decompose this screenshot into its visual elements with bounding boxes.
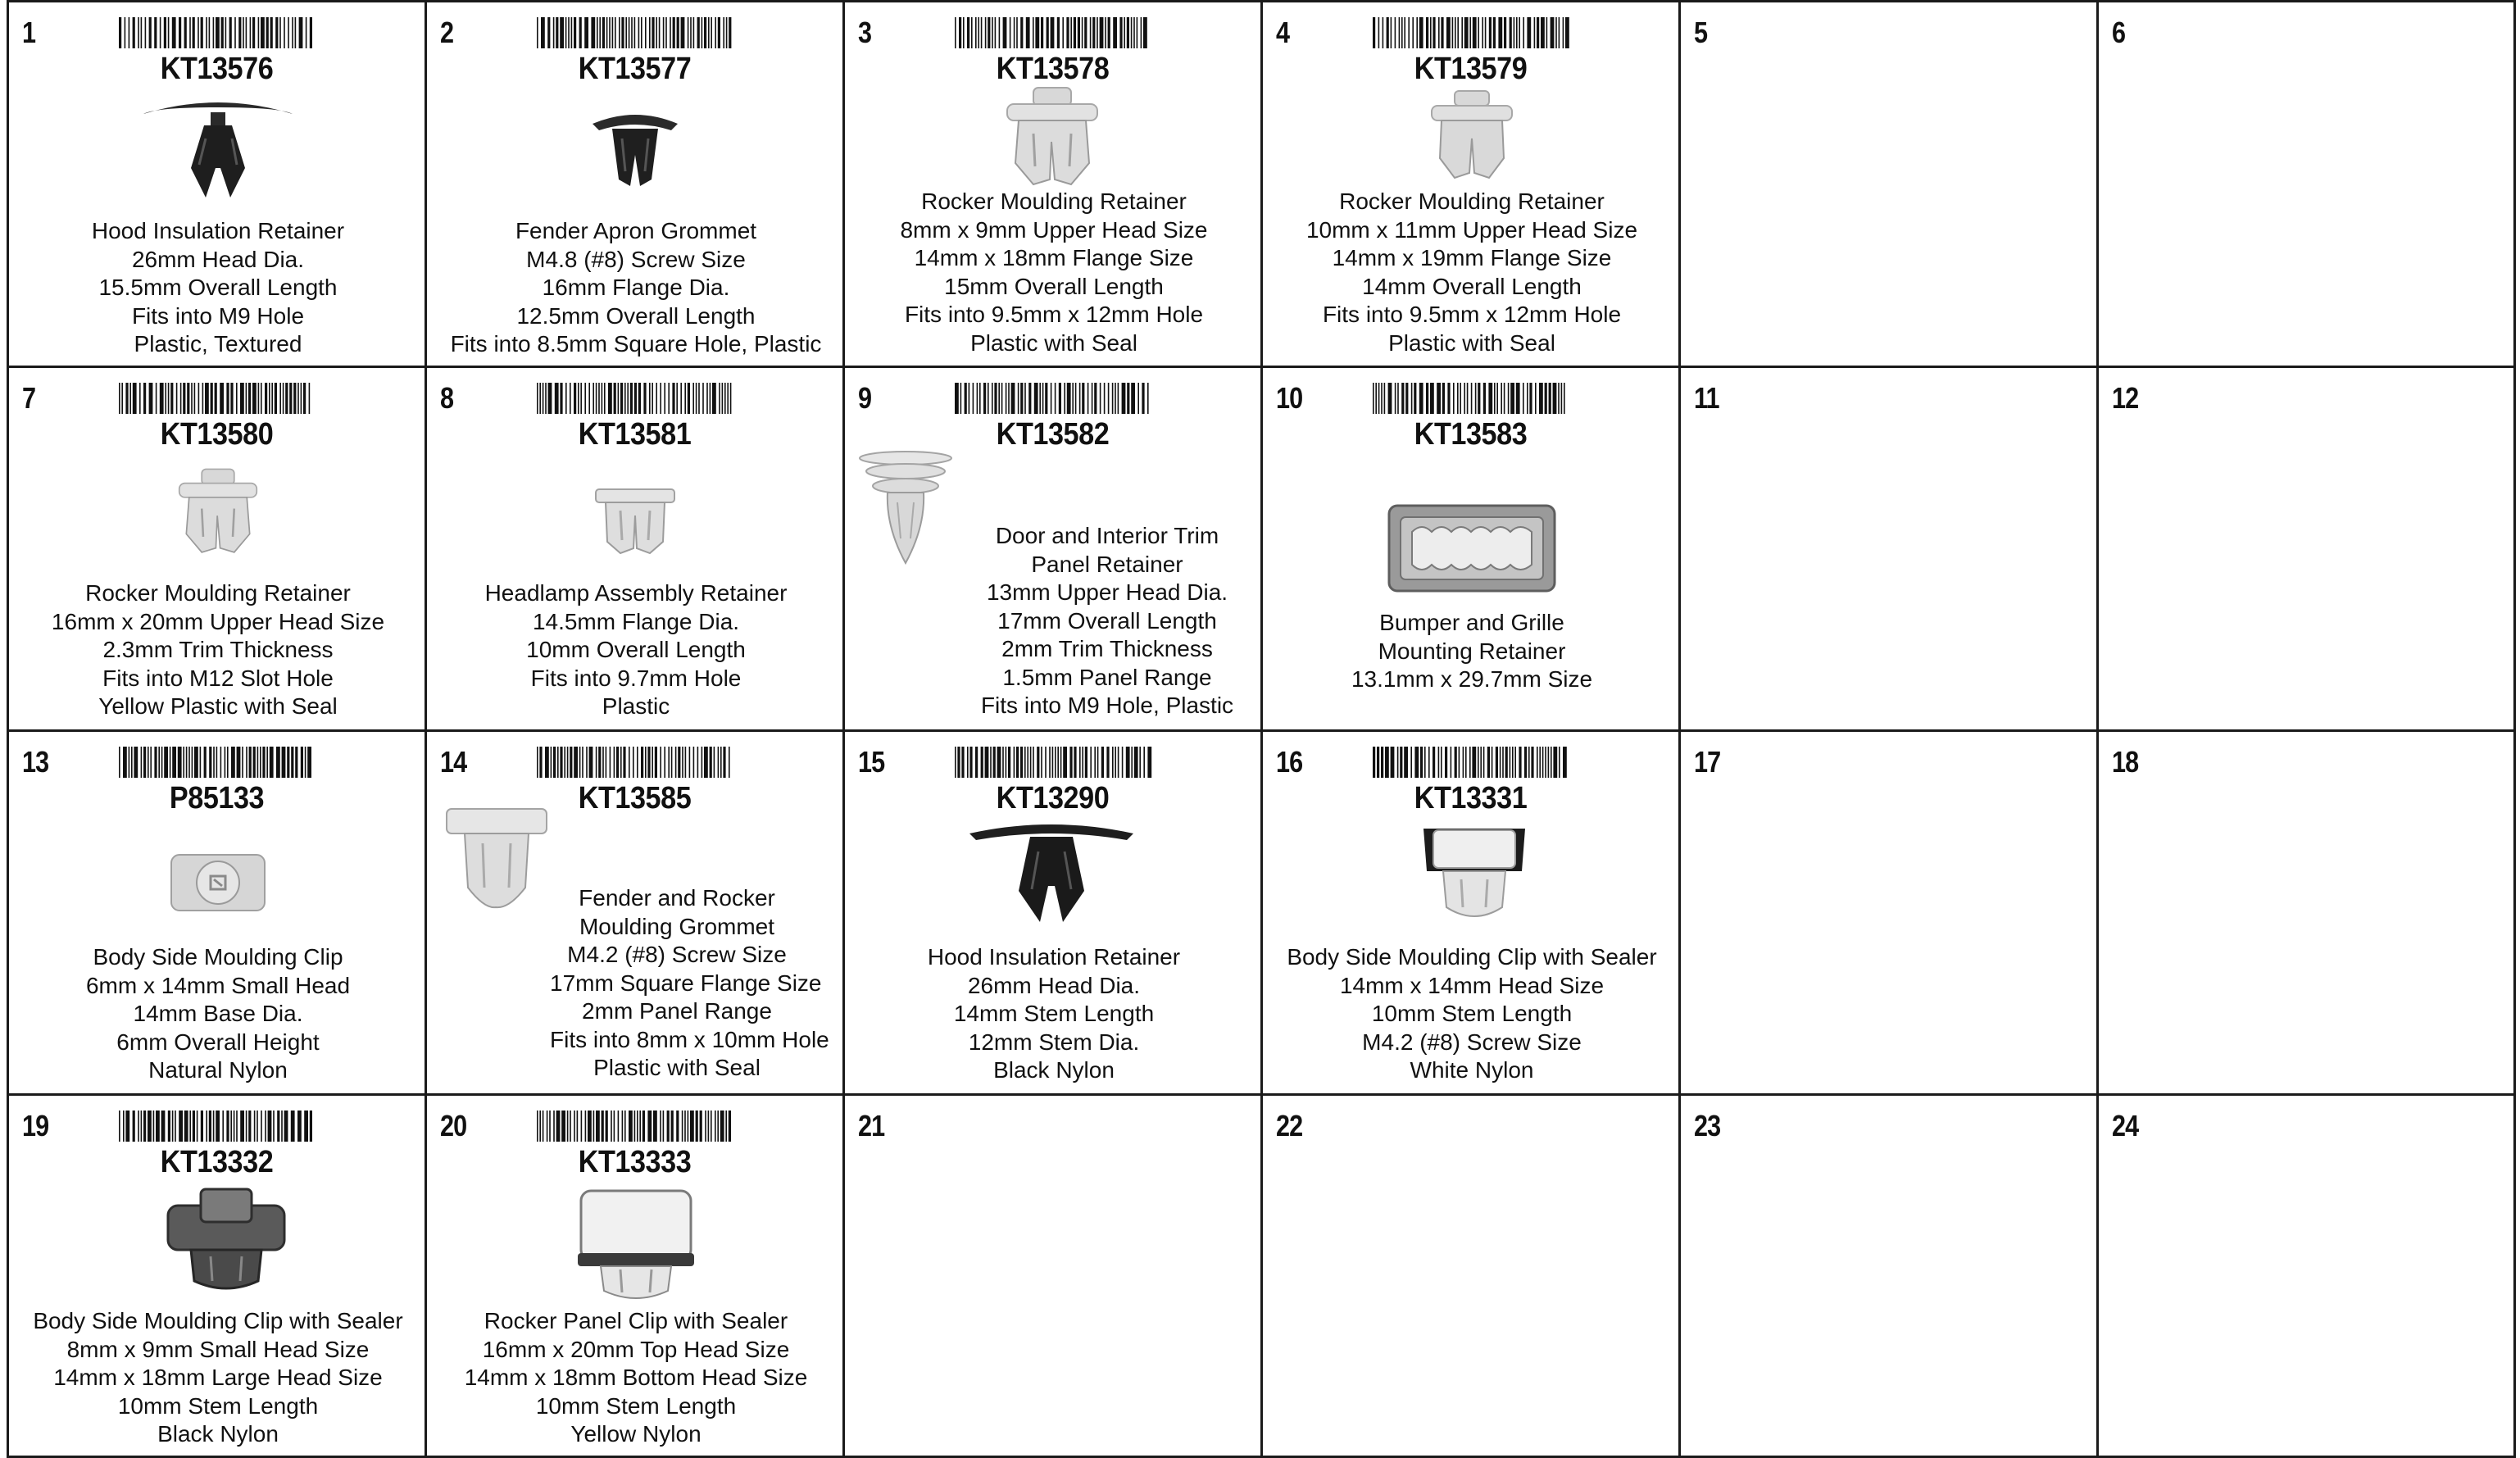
description-line: 2mm Trim Thickness <box>1001 636 1213 661</box>
cell-number: 19 <box>22 1109 49 1142</box>
description-line: 16mm Flange Dia. <box>542 275 730 300</box>
cell-number: 23 <box>1694 1109 1721 1142</box>
part-description <box>1263 188 1681 357</box>
cell-number: 2 <box>440 16 454 49</box>
description-line: 13mm Upper Head Dia. <box>986 579 1228 605</box>
cell-number: 13 <box>22 745 49 779</box>
cell-number: 14 <box>440 745 467 779</box>
description-line: Plastic with Seal <box>593 1055 761 1080</box>
part-number: KT13332 <box>160 1145 274 1179</box>
part-cell-22 <box>1260 1093 1681 1458</box>
part-cell-6 <box>2096 0 2516 368</box>
barcode <box>117 1111 317 1142</box>
description-line: 12.5mm Overall Length <box>516 302 756 329</box>
description-line: 10mm Overall Length <box>526 637 746 662</box>
part-cell-20 <box>425 1093 845 1458</box>
description-line: Plastic with Seal <box>970 329 1137 356</box>
description-line: 1.5mm Panel Range <box>1002 664 1212 690</box>
barcode <box>953 17 1153 48</box>
description-line: 6mm x 14mm Small Head <box>85 972 351 998</box>
part-cell-16 <box>1260 729 1681 1096</box>
part-description <box>427 217 845 359</box>
part-cell-2 <box>425 0 845 368</box>
cell-number: 9 <box>858 381 872 415</box>
part-number: KT13290 <box>996 781 1110 815</box>
barcode <box>1371 383 1571 414</box>
part-cell-5 <box>1678 0 2099 368</box>
cell-number: 17 <box>1694 745 1721 779</box>
description-line: Fits into 9.7mm Hole <box>530 665 742 691</box>
description-line: Yellow Plastic with Seal <box>98 693 338 719</box>
part-description <box>9 1307 427 1449</box>
barcode <box>1371 17 1571 48</box>
description-line: 10mm Stem Length <box>1371 1001 1573 1026</box>
cell-number: 20 <box>440 1109 467 1142</box>
description-line: Black Nylon <box>993 1057 1115 1083</box>
barcode <box>535 383 735 414</box>
part-number: P85133 <box>169 781 265 815</box>
cell-number: 24 <box>2112 1109 2139 1142</box>
body-side-moulding-clip-sealer-black-icon <box>163 1186 289 1292</box>
description-line: M4.2 (#8) Screw Size <box>567 942 787 967</box>
rocker-moulding-retainer-white-icon <box>1001 84 1104 189</box>
description-line: 17mm Square Flange Size <box>550 970 822 996</box>
part-number: KT13580 <box>160 417 274 452</box>
part-number: KT13333 <box>578 1145 692 1179</box>
description-line: Hood Insulation Retainer <box>91 218 345 243</box>
description-line: 14mm x 18mm Bottom Head Size <box>464 1365 808 1390</box>
cell-number: 15 <box>858 745 885 779</box>
part-cell-8 <box>425 366 845 732</box>
part-description <box>845 943 1263 1085</box>
description-line: Rocker Moulding Retainer <box>85 580 351 606</box>
barcode <box>535 17 735 48</box>
description-line: M4.8 (#8) Screw Size <box>526 246 746 272</box>
description-line: 16mm x 20mm Top Head Size <box>482 1336 790 1362</box>
description-line: Fits into 9.5mm x 12mm Hole <box>1322 302 1622 327</box>
description-line: Natural Nylon <box>148 1057 288 1083</box>
cell-number: 1 <box>22 16 36 49</box>
headlamp-assembly-retainer-white-icon <box>593 483 678 556</box>
hood-insulation-retainer-black-icon <box>966 819 1137 925</box>
description-line: 12mm Stem Dia. <box>968 1029 1140 1055</box>
description-line: Fits into 8.5mm Square Hole, Plastic <box>450 331 822 357</box>
description-line: 8mm x 9mm Small Head Size <box>66 1336 370 1362</box>
description-line: Rocker Panel Clip with Sealer <box>484 1308 788 1333</box>
description-line: Body Side Moulding Clip with Sealer <box>1287 944 1657 970</box>
barcode <box>535 747 735 778</box>
part-cell-9 <box>842 366 1263 732</box>
part-description <box>9 217 427 359</box>
barcode <box>117 17 317 48</box>
description-line: 6mm Overall Height <box>116 1029 320 1055</box>
description-line: Fits into M9 Hole, Plastic <box>980 693 1234 718</box>
part-description <box>550 884 829 1083</box>
cell-number: 4 <box>1276 16 1290 49</box>
description-line: Door and Interior Trim <box>995 523 1219 548</box>
description-line: Fits into 8mm x 10mm Hole <box>550 1026 829 1052</box>
description-line: Rocker Moulding Retainer <box>921 188 1187 214</box>
description-line: Mounting Retainer <box>1378 638 1566 664</box>
rocker-moulding-retainer-white-icon <box>1427 89 1517 181</box>
description-line: Yellow Nylon <box>570 1421 702 1447</box>
part-number: KT13578 <box>996 52 1110 86</box>
part-cell-1 <box>7 0 427 368</box>
description-line: 26mm Head Dia. <box>967 972 1141 998</box>
part-cell-24 <box>2096 1093 2516 1458</box>
description-line: 14mm Stem Length <box>953 1001 1155 1026</box>
barcode <box>953 383 1153 414</box>
part-number: KT13577 <box>578 52 692 86</box>
part-description <box>9 579 427 721</box>
body-side-moulding-clip-sealer-white-icon <box>1419 822 1530 924</box>
description-line: Fits into M9 Hole <box>131 302 305 329</box>
description-line: Fits into M12 Slot Hole <box>102 665 334 691</box>
description-line: Bumper and Grille <box>1379 610 1564 635</box>
door-trim-panel-retainer-white-icon <box>856 448 955 567</box>
description-line: 16mm x 20mm Upper Head Size <box>51 608 385 634</box>
parts-sheet <box>7 0 2513 1456</box>
cell-number: 5 <box>1694 16 1708 49</box>
part-number: KT13582 <box>996 417 1110 452</box>
cell-number: 3 <box>858 16 872 49</box>
part-description <box>1263 943 1681 1085</box>
part-cell-14 <box>425 729 845 1096</box>
fender-rocker-grommet-white-icon <box>443 806 550 912</box>
description-line: Hood Insulation Retainer <box>927 944 1181 970</box>
part-cell-11 <box>1678 366 2099 732</box>
fender-apron-grommet-black-icon <box>589 106 681 188</box>
description-line: Black Nylon <box>157 1421 279 1447</box>
hood-insulation-retainer-black-icon <box>140 89 296 201</box>
description-line: 14mm x 19mm Flange Size <box>1332 245 1612 270</box>
description-line: 15.5mm Overall Length <box>98 275 338 300</box>
cell-number: 10 <box>1276 381 1303 415</box>
part-cell-13 <box>7 729 427 1096</box>
part-cell-17 <box>1678 729 2099 1096</box>
description-line: Body Side Moulding Clip with Sealer <box>33 1308 403 1333</box>
part-number: KT13585 <box>578 781 692 815</box>
rocker-moulding-retainer-white-icon <box>165 466 271 556</box>
body-side-moulding-clip-white-icon <box>168 847 268 917</box>
description-line: Plastic <box>602 693 670 719</box>
description-line: 10mm x 11mm Upper Head Size <box>1305 216 1638 243</box>
description-line: Fits into 9.5mm x 12mm Hole <box>904 302 1204 327</box>
description-line: Body Side Moulding Clip <box>93 944 343 970</box>
bumper-grille-retainer-metal-icon <box>1386 499 1558 597</box>
part-number: KT13331 <box>1414 781 1528 815</box>
rocker-panel-clip-sealer-yellow-icon <box>574 1188 697 1302</box>
part-cell-12 <box>2096 366 2516 732</box>
description-line: 13.1mm x 29.7mm Size <box>1351 666 1593 692</box>
description-line: 10mm Stem Length <box>535 1392 737 1419</box>
description-line: 14mm x 14mm Head Size <box>1339 972 1605 998</box>
part-cell-18 <box>2096 729 2516 1096</box>
cell-number: 22 <box>1276 1109 1303 1142</box>
description-line: 26mm Head Dia. <box>131 246 305 272</box>
cell-number: 21 <box>858 1109 885 1142</box>
cell-number: 12 <box>2112 381 2139 415</box>
cell-number: 18 <box>2112 745 2139 779</box>
part-description <box>427 579 845 721</box>
description-line: Plastic with Seal <box>1388 329 1555 356</box>
part-cell-15 <box>842 729 1263 1096</box>
description-line: Fender and Rocker <box>579 885 775 911</box>
description-line: 2mm Panel Range <box>582 998 772 1024</box>
description-line: M4.2 (#8) Screw Size <box>1362 1029 1582 1055</box>
cell-number: 7 <box>22 381 36 415</box>
description-line: White Nylon <box>1410 1057 1534 1083</box>
description-line: Rocker Moulding Retainer <box>1339 188 1605 214</box>
description-line: Moulding Grommet <box>579 913 775 939</box>
part-cell-3 <box>842 0 1263 368</box>
part-description <box>427 1307 845 1449</box>
description-line: Headlamp Assembly Retainer <box>484 580 788 606</box>
part-number: KT13581 <box>578 417 692 452</box>
description-line: 14mm x 18mm Flange Size <box>914 245 1194 270</box>
description-line: 8mm x 9mm Upper Head Size <box>900 216 1208 243</box>
description-line: 15mm Overall Length <box>944 273 1164 299</box>
part-description <box>951 522 1263 720</box>
description-line: 14.5mm Flange Dia. <box>532 608 740 634</box>
barcode <box>535 1111 735 1142</box>
barcode <box>1371 747 1571 778</box>
part-number: KT13579 <box>1414 52 1528 86</box>
cell-number: 16 <box>1276 745 1303 779</box>
description-line: 14mm x 18mm Large Head Size <box>53 1365 383 1390</box>
part-cell-10 <box>1260 366 1681 732</box>
description-line: 14mm Base Dia. <box>133 1001 303 1026</box>
description-line: 14mm Overall Length <box>1362 273 1582 299</box>
part-cell-23 <box>1678 1093 2099 1458</box>
part-description <box>845 188 1263 357</box>
description-line: Fender Apron Grommet <box>515 218 757 243</box>
barcode <box>117 383 317 414</box>
part-cell-19 <box>7 1093 427 1458</box>
description-line: 2.3mm Trim Thickness <box>102 637 334 662</box>
description-line: 17mm Overall Length <box>997 607 1217 634</box>
description-line: Panel Retainer <box>1031 551 1183 577</box>
part-cell-21 <box>842 1093 1263 1458</box>
cell-number: 11 <box>1694 381 1719 415</box>
cell-number: 8 <box>440 381 454 415</box>
description-line: 10mm Stem Length <box>117 1392 319 1419</box>
part-number: KT13583 <box>1414 417 1528 452</box>
part-cell-4 <box>1260 0 1681 368</box>
part-number: KT13576 <box>160 52 274 86</box>
part-description <box>9 943 427 1085</box>
part-description <box>1263 609 1681 694</box>
barcode <box>953 747 1153 778</box>
part-cell-7 <box>7 366 427 732</box>
barcode <box>117 747 317 778</box>
cell-number: 6 <box>2112 16 2126 49</box>
description-line: Plastic, Textured <box>134 331 302 357</box>
